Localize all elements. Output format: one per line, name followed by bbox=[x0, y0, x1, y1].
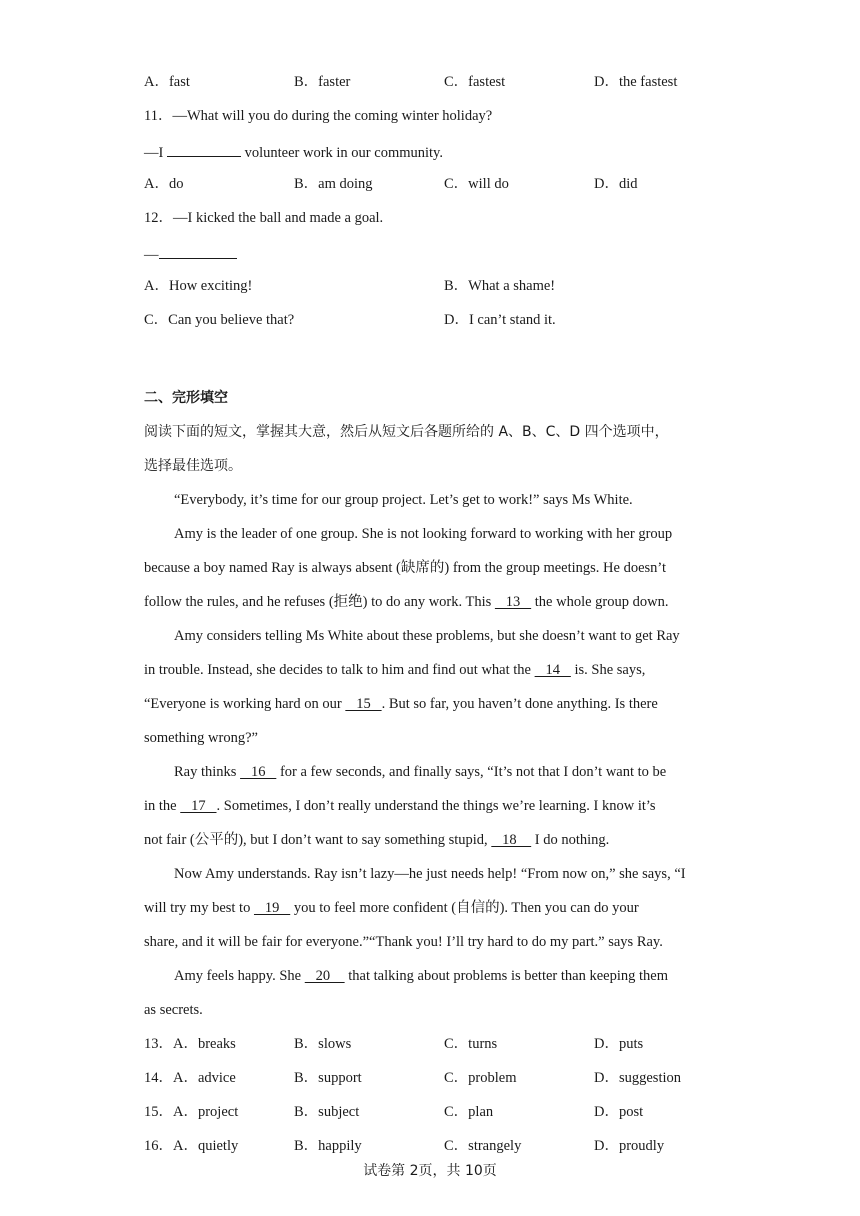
option-c: C．plan bbox=[444, 1104, 494, 1120]
blank-20: 20 bbox=[304, 968, 345, 984]
passage-line: in trouble. Instead, she decides to talk to him and find out what the 14 is. She says, bbox=[144, 662, 646, 678]
option-d: D．proudly bbox=[594, 1138, 665, 1154]
section-instruction: 阅读下面的短文，掌握其大意，然后从短文后各题所给的 A、B、C、D 四个选项中， bbox=[144, 424, 669, 440]
option-c: C．will do bbox=[444, 176, 509, 192]
q14-options bbox=[144, 1068, 720, 1088]
passage-line: because a boy named Ray is always absent (缺席的) from the group meetings. He doesn’t bbox=[144, 560, 666, 576]
answer-blank bbox=[159, 242, 237, 259]
q12-stem: 12．—I kicked the ball and made a goal. bbox=[144, 210, 384, 226]
q16-options bbox=[144, 1136, 720, 1156]
blank-17: 17 bbox=[180, 798, 217, 814]
passage-line: Ray thinks 16 for a few seconds, and finally says, “It’s not that I don’t want to be bbox=[174, 764, 667, 780]
option-a: A．do bbox=[144, 176, 184, 192]
option-d: D．post bbox=[594, 1104, 644, 1120]
option-d: D．I can’t stand it. bbox=[444, 312, 556, 328]
option-b: B．support bbox=[294, 1070, 362, 1086]
q12-reply: — bbox=[144, 242, 720, 262]
option-a: 13．A．breaks bbox=[144, 1036, 236, 1052]
blank-14: 14 bbox=[534, 662, 571, 678]
q12-options-row2 bbox=[144, 310, 720, 330]
passage-line: will try my best to 19 you to feel more confident (自信的). Then you can do your bbox=[144, 900, 639, 916]
option-d: D．the fastest bbox=[594, 74, 678, 90]
blank-13: 13 bbox=[494, 594, 532, 610]
option-a: 15．A．project bbox=[144, 1104, 239, 1120]
option-b: B．happily bbox=[294, 1138, 362, 1154]
option-b: B．slows bbox=[294, 1036, 352, 1052]
q11-reply: —I volunteer work in our community. bbox=[144, 140, 720, 160]
option-d: D．suggestion bbox=[594, 1070, 681, 1086]
passage-paragraph-1: “Everybody, it’s time for our group project. Let’s get to work!” says Ms White. bbox=[174, 492, 633, 508]
q13-options bbox=[144, 1034, 720, 1054]
option-a: A．How exciting! bbox=[144, 278, 253, 294]
option-d: D．did bbox=[594, 176, 638, 192]
passage-line: not fair (公平的), but I don’t want to say something stupid, 18 I do nothing. bbox=[144, 832, 610, 848]
option-a: 16．A．quietly bbox=[144, 1138, 239, 1154]
q11-stem: 11．—What will you do during the coming winter holiday? bbox=[144, 108, 493, 124]
option-c: C．Can you believe that? bbox=[144, 312, 295, 328]
option-c: C．fastest bbox=[444, 74, 506, 90]
option-a: A．fast bbox=[144, 74, 190, 90]
option-b: B．faster bbox=[294, 74, 351, 90]
option-a: 14．A．advice bbox=[144, 1070, 236, 1086]
answer-blank bbox=[167, 140, 241, 157]
option-c: C．turns bbox=[444, 1036, 498, 1052]
q15-options bbox=[144, 1102, 720, 1122]
blank-16: 16 bbox=[240, 764, 277, 780]
option-d: D．puts bbox=[594, 1036, 644, 1052]
section-title: 二、完形填空 bbox=[144, 390, 228, 406]
option-c: C．problem bbox=[444, 1070, 517, 1086]
passage-line: “Everyone is working hard on our 15 . But so far, you haven’t done anything. Is there bbox=[144, 696, 658, 712]
option-b: B．am doing bbox=[294, 176, 373, 192]
q12-options-row1 bbox=[144, 276, 720, 296]
section-instruction-cont: 选择最佳选项。 bbox=[144, 458, 242, 474]
passage-line: something wrong?” bbox=[144, 730, 258, 746]
passage-line: as secrets. bbox=[144, 1002, 203, 1018]
passage-line: follow the rules, and he refuses (拒绝) to do any work. This 13 the whole group down. bbox=[144, 594, 669, 610]
blank-18: 18 bbox=[491, 832, 532, 848]
passage-line: Amy is the leader of one group. She is not looking forward to working with her group bbox=[174, 526, 673, 542]
blank-15: 15 bbox=[345, 696, 382, 712]
option-c: C．strangely bbox=[444, 1138, 522, 1154]
page-footer: 试卷第 2页，共 10页 bbox=[363, 1163, 497, 1179]
passage-line: in the 17 . Sometimes, I don’t really understand the things we’re learning. I know it’s bbox=[144, 798, 656, 814]
option-b: B．What a shame! bbox=[444, 278, 556, 294]
blank-19: 19 bbox=[253, 900, 291, 916]
passage-line: Now Amy understands. Ray isn’t lazy—he just needs help! “From now on,” she says, “I bbox=[174, 866, 686, 882]
q11-options bbox=[144, 174, 720, 194]
q10-options bbox=[144, 72, 720, 92]
option-b: B．subject bbox=[294, 1104, 360, 1120]
passage-line: share, and it will be fair for everyone.”“Thank you! I’ll try hard to do my part.” says Ray. bbox=[144, 934, 663, 950]
passage-line: Amy considers telling Ms White about these problems, but she doesn’t want to get Ray bbox=[174, 628, 680, 644]
passage-line: Amy feels happy. She 20 that talking about problems is better than keeping them bbox=[174, 968, 668, 984]
